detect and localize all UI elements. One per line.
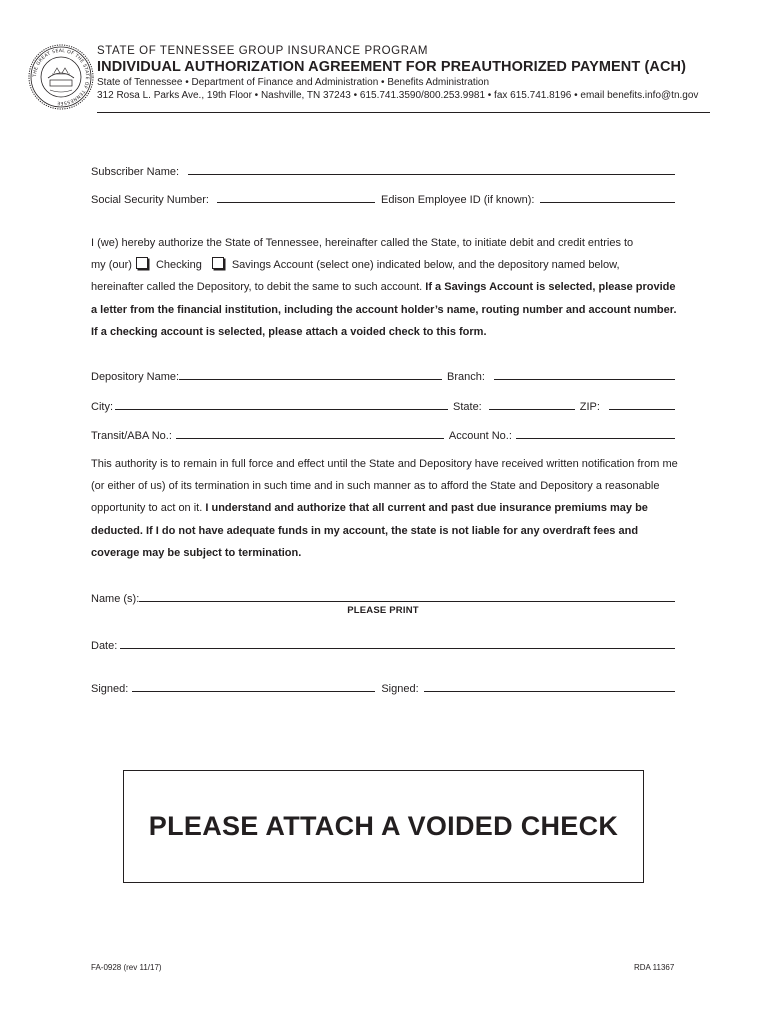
names-field[interactable] (139, 590, 675, 602)
transit-field[interactable] (176, 427, 444, 439)
account-no-label: Account No.: (448, 430, 512, 442)
voided-check-notice: PLEASE ATTACH A VOIDED CHECK (148, 811, 619, 841)
subscriber-name-row (91, 163, 675, 179)
voided-check-box (123, 770, 644, 883)
branch-label: Branch: (447, 371, 485, 383)
form-number: FA-0928 (rev 11/17) (91, 963, 162, 972)
savings-checkbox[interactable] (212, 257, 224, 269)
depository-text: hereinafter called the Depository, to debit the same to such account. (91, 281, 423, 294)
my-our-text: my (our) (91, 259, 132, 272)
svg-text:THE GREAT SEAL OF THE STATE OF: THE GREAT SEAL OF THE STATE OF TENNESSEE (32, 48, 90, 106)
depository-name-label: Depository Name: (91, 371, 180, 383)
signature-2-field[interactable] (424, 680, 675, 692)
depository-name-field[interactable] (179, 368, 442, 380)
state-field[interactable] (489, 398, 575, 410)
signed-1-label: Signed: (91, 683, 129, 695)
authority-paragraph (91, 453, 681, 564)
city-field[interactable] (115, 398, 448, 410)
date-label: Date: (91, 640, 118, 652)
ssn-row (91, 191, 675, 207)
zip-field[interactable] (609, 398, 675, 410)
city-label: City: (91, 401, 113, 413)
signed-2-label: Signed: (381, 683, 419, 695)
state-label: State: (453, 401, 482, 413)
ssn-field[interactable] (217, 191, 375, 203)
signature-row (91, 680, 675, 696)
ssn-label: Social Security Number: (91, 194, 209, 206)
rda-number: RDA 11367 (634, 963, 675, 972)
depository-row (91, 368, 675, 384)
branch-field[interactable] (494, 368, 675, 380)
authority-text: This authority is to remain in full force and effect until the State and Depository have received written notification from me (or either of us) of its termination in such time and in such manner as to afford the State and Depository a reasonable opportunity to act on it. (91, 458, 678, 515)
account-no-field[interactable] (516, 427, 675, 439)
header-divider (97, 112, 710, 113)
premium-deduction-notice: I understand and authorize that all current and past due insurance premiums may be deducted. If I do not have adequate funds in my account, the state is not liable for any overdraft fees and coverage may be subject to termination. (91, 502, 648, 559)
names-label: Name (s): (91, 593, 140, 605)
agency-line: State of Tennessee • Department of Finance and Administration • Benefits Administration (97, 77, 490, 88)
form-title: INDIVIDUAL AUTHORIZATION AGREEMENT FOR PREAUTHORIZED PAYMENT (ACH) (97, 59, 687, 75)
please-print-note: PLEASE PRINT (347, 605, 419, 616)
names-row (91, 590, 675, 606)
date-field[interactable] (120, 637, 675, 649)
address-line: 312 Rosa L. Parks Ave., 19th Floor • Nashville, TN 37243 • 615.741.3590/800.253.9981 • fax 615.741.8196 • email benefits.info@tn.gov (97, 90, 699, 101)
authorization-paragraph (91, 232, 681, 343)
zip-label: ZIP: (579, 401, 600, 413)
form-header (97, 44, 737, 102)
subscriber-name-field[interactable] (188, 163, 675, 175)
edison-id-field[interactable] (540, 191, 675, 203)
authorization-text: I (we) hereby authorize the State of Tennessee, hereinafter called the State, to initiate debit and credit entries to (91, 237, 634, 249)
subscriber-name-label: Subscriber Name: (91, 166, 180, 178)
checking-checkbox[interactable] (136, 257, 148, 269)
signature-1-field[interactable] (132, 680, 375, 692)
transit-label: Transit/ABA No.: (91, 430, 172, 442)
date-row (91, 637, 675, 653)
transit-row (91, 427, 675, 443)
edison-id-label: Edison Employee ID (if known): (381, 194, 535, 206)
city-row (91, 398, 675, 414)
program-name: STATE OF TENNESSEE GROUP INSURANCE PROGRAM (97, 45, 429, 57)
checking-label: Checking (155, 259, 202, 272)
savings-label: Savings Account (select one) indicated below, and the depository named below, (231, 259, 620, 272)
state-seal-logo (28, 44, 94, 110)
attachment-instructions: If a Savings Account is selected, please provide a letter from the financial institution, including the account holder’s name, routing number and account number. If a checking account is selected, please attach a voided check to this form. (91, 281, 677, 338)
